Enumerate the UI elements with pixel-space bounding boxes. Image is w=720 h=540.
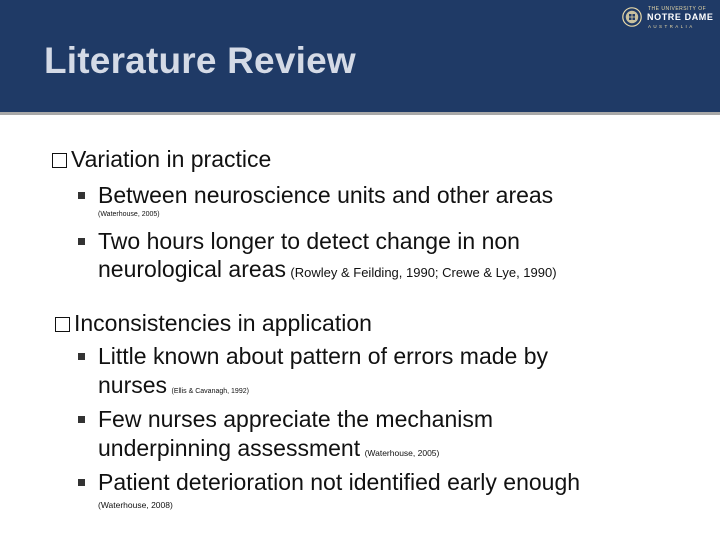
citation: (Ellis & Cavanagh, 1992) (171, 388, 249, 395)
bullet-item-continuation: neurological areas (Rowley & Feilding, 1990; Crewe & Lye, 1990) (98, 256, 557, 282)
citation: (Waterhouse, 2005) (98, 211, 160, 218)
citation: (Waterhouse, 2008) (98, 500, 173, 510)
logo-text-top: THE UNIVERSITY OF (648, 6, 707, 12)
square-bullet-icon (78, 416, 85, 423)
checkbox-bullet-icon (52, 153, 67, 168)
square-bullet-icon (78, 192, 85, 199)
logo-text-main: NOTRE DAME (647, 12, 714, 22)
square-bullet-icon (78, 353, 85, 360)
square-bullet-icon (78, 238, 85, 245)
bullet-item: Few nurses appreciate the mechanism (78, 406, 493, 433)
bullet-item: Little known about pattern of errors made by (78, 343, 548, 370)
checkbox-bullet-icon (55, 317, 70, 332)
citation: (Rowley & Feilding, 1990; Crewe & Lye, 1990) (290, 265, 557, 280)
citation: (Waterhouse, 2005) (364, 448, 440, 458)
section-heading: Inconsistencies in application (55, 310, 372, 337)
logo-text-bottom: AUSTRALIA (648, 24, 695, 29)
bullet-item: Between neuroscience units and other areas (78, 182, 553, 209)
square-bullet-icon (78, 479, 85, 486)
section-heading: Variation in practice (52, 146, 271, 173)
bullet-item-continuation: underpinning assessment (Waterhouse, 2005) (98, 435, 440, 461)
slide-title: Literature Review (44, 40, 356, 81)
bullet-item: Two hours longer to detect change in non (78, 228, 520, 255)
bullet-item: Patient deterioration not identified early enough (78, 469, 580, 496)
bullet-item-continuation: nurses (Ellis & Cavanagh, 1992) (98, 372, 249, 398)
